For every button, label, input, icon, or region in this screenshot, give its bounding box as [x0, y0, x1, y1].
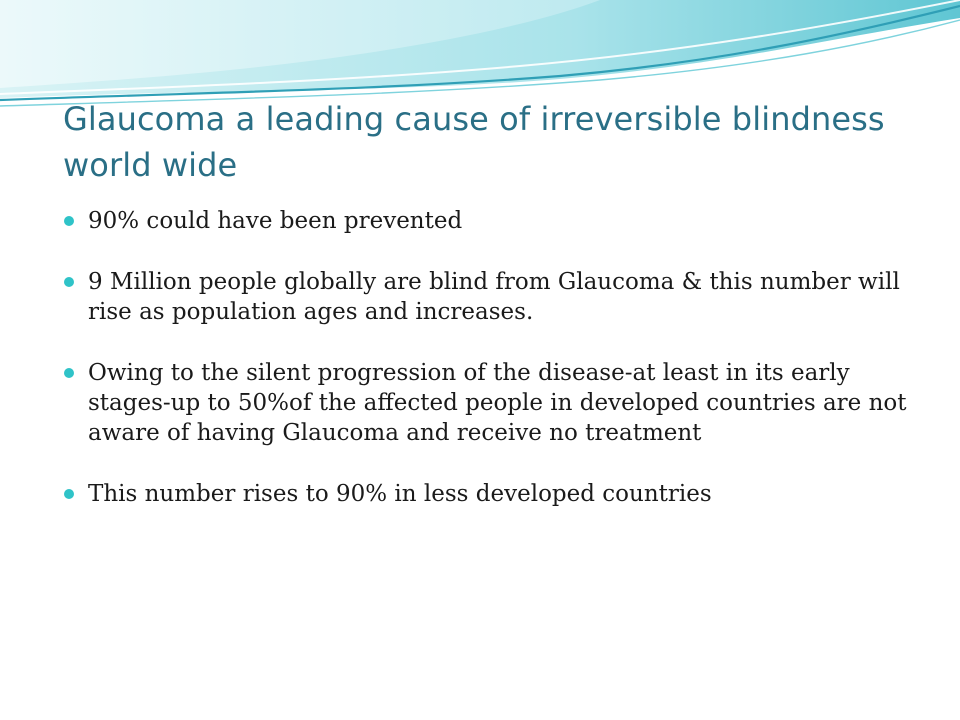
- bullet-item: [64, 358, 924, 448]
- bullet-dot-icon: [64, 277, 74, 287]
- bullet-item: [64, 267, 924, 327]
- bullet-item: [64, 206, 924, 236]
- bullet-list: [64, 206, 924, 540]
- bullet-text: Owing to the silent progression of the disease-at least in its early stages-up to 50%of the affected people in developed countries are not aware of having Glaucoma and receive no treatment: [88, 360, 907, 446]
- bullet-text: This number rises to 90% in less developed countries: [88, 481, 712, 507]
- bullet-item: [64, 479, 924, 509]
- bullet-dot-icon: [64, 368, 74, 378]
- slide-title: Glaucoma a leading cause of irreversible blindness world wide: [63, 100, 885, 184]
- bullet-dot-icon: [64, 489, 74, 499]
- bullet-text: 9 Million people globally are blind from Glaucoma & this number will rise as population ages and increases.: [88, 269, 900, 325]
- bullet-dot-icon: [64, 216, 74, 226]
- bullet-text: 90% could have been prevented: [88, 208, 463, 234]
